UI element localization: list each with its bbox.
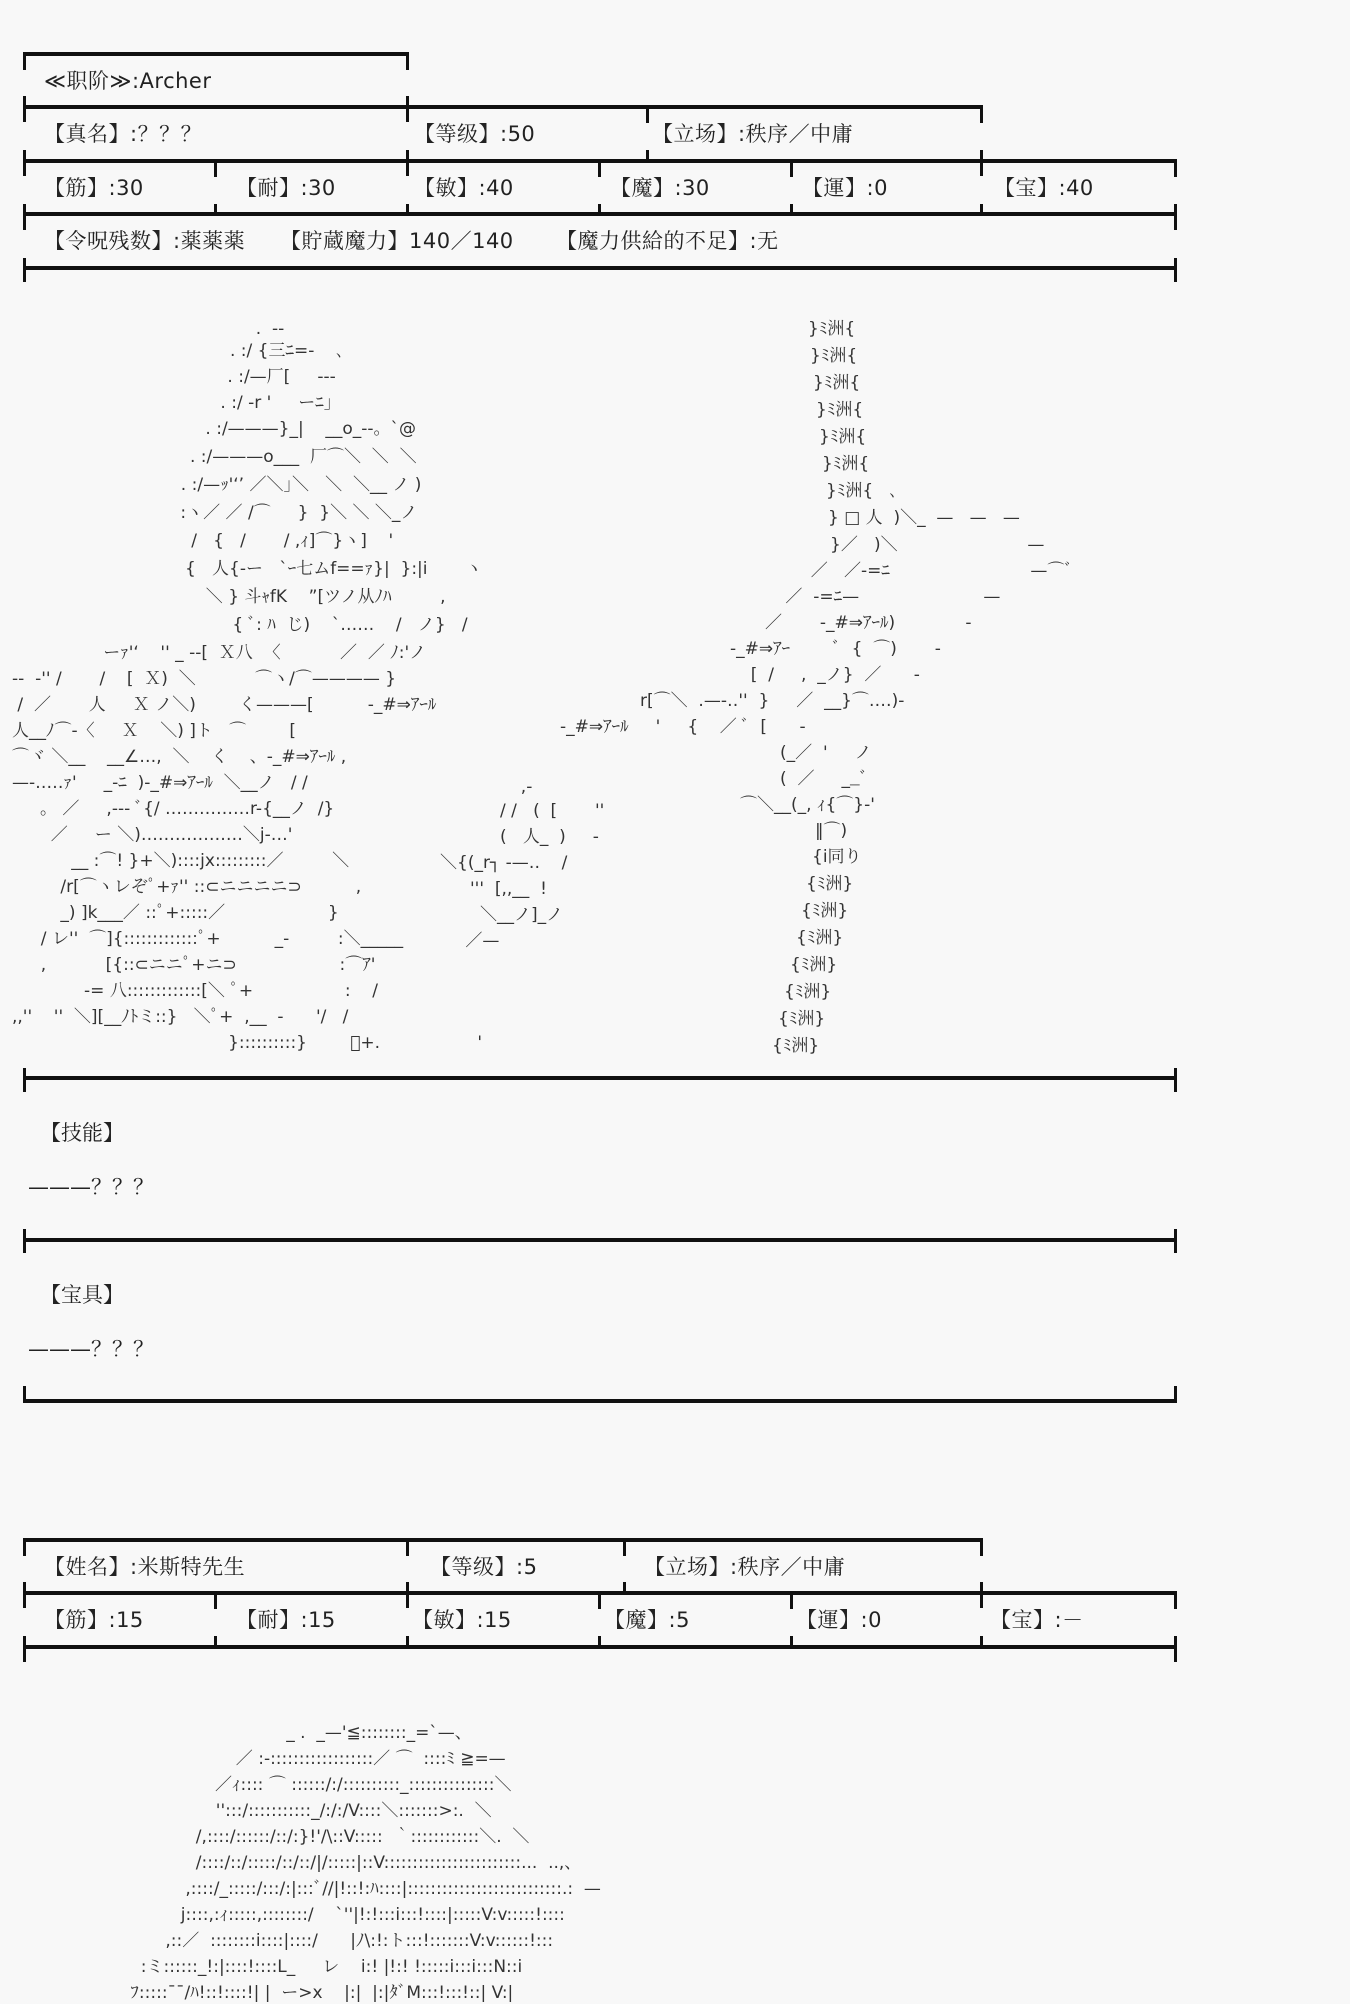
ascii-art-line: ＼ } 斗ｬfK ”[ツノ从ﾉﾊ , [195,587,446,607]
ascii-art-line: . :/ -r ' ーﾆ」 [215,393,341,413]
ascii-art-line: }ﾐ洲{ [808,319,856,339]
ascii-art-line: ,::／ ::::::::i::::|::::/ |ﾉ\:!:ト:::!:::::::V:v::::::!::: [160,1931,554,1951]
table-border [598,1591,601,1609]
ascii-art-line: ''' [,,__ ! [470,879,547,899]
servant-true-name: 【真名】:？？？ [44,122,203,146]
table-border [406,1538,409,1556]
section-divider [23,1399,1177,1403]
ascii-art-line: / レ'' ⌒]{:::::::::::::ﾟ+ _- :＼_____ [30,929,404,949]
table-border [980,105,983,123]
table-border [406,1636,409,1646]
ascii-art-line: ＼__ノ]_ノ [480,905,564,925]
servant-class: ≪职阶≫:Archer [44,69,212,93]
noble-phantasm-title: 【宝具】 [40,1283,124,1307]
ascii-art-line: -_#⇒ｱｰﾙ ' { ／ ﾞ [ - [560,717,806,737]
table-border [623,1582,626,1592]
ascii-art-line: :ヽ／ ／ /⌒ } }＼ ＼ ＼_ノ [175,503,418,523]
ascii-art-line: / / ( [ '' [500,801,605,821]
ascii-art-line: }ﾐ洲{ [813,373,861,393]
ascii-art-line: ／ ／-=ﾆ —⌒ﾞ [800,561,1073,581]
stat-agility: 【敏】:40 [414,176,514,200]
table-border [598,1636,601,1646]
ascii-art-line: [ / , _ノ} ／ - [740,665,920,685]
table-border [790,204,793,214]
ascii-art-line: . -- [245,319,285,339]
ascii-art-line: {ﾐ洲} [790,955,838,975]
table-border [23,1582,26,1608]
table-border [406,150,409,176]
ascii-art-line: ／— [460,931,500,951]
ascii-art-line: . :/—厂[ --- [222,367,336,387]
table-border [1174,159,1177,177]
servant-level: 【等级】:50 [414,122,536,146]
master-stat-agility: 【敏】:15 [412,1608,512,1632]
table-border [214,159,217,177]
ascii-art-line: :ミ::::::_!:|::::!::::L_ レ i:! |!:! !:::::i:::i:::N::i [130,1957,523,1977]
ascii-art-line: }ﾐ洲{ [810,346,858,366]
ascii-art-line: }ﾐ洲{ [822,454,870,474]
section-divider [1174,1386,1177,1403]
table-border [1174,1591,1177,1609]
ascii-art-line: ／ｨ:::: ⌒ ::::::/:/::::::::::_:::::::::::::::＼ [215,1775,512,1795]
table-border [23,150,26,176]
ascii-art-line: }::::::::::} ﾟ+. ' [120,1033,483,1053]
table-border [406,1582,409,1608]
table-border [23,266,1177,270]
ascii-art-line: ／ -=ﾆ— — [780,587,1001,607]
table-border [23,258,26,282]
section-divider [23,1238,1177,1242]
ascii-art-line: j::::,:ｨ:::::,::::::::/ `''|!:!:::i:::!::::|:::::V:v:::::!:::: [170,1905,565,1925]
servant-alignment: 【立场】:秩序／中庸 [652,122,854,146]
section-divider [23,1386,26,1403]
ascii-art-line: {i同り [812,847,862,867]
ascii-art-line: . :/———}_| __o_--。`@ [200,419,416,439]
ascii-art-line: ,::::/_:::::/:::/:|:::ﾞ//|!::!:ﾊ::::|:::::::::::::::::::::::::::.: — [180,1879,601,1899]
ascii-art-line: ／ :-::::::::::::::::::／ ⌒ ::::ﾐ ≧=— [225,1749,506,1769]
table-border [646,150,649,160]
ascii-art-line: }ﾐ洲{ [819,427,867,447]
master-stat-noble-phantasm: 【宝】:－ [990,1608,1084,1632]
master-level: 【等级】:5 [430,1555,538,1579]
ascii-art-line: ( ／ __ﾞ [780,769,869,789]
table-border [406,52,409,70]
ascii-art-line: / ／ 人 Ｘ ノ＼) く———[ -_#⇒ｱｰﾙ [12,695,437,715]
table-border [790,159,793,177]
ascii-art-line: }／ )＼ — [830,535,1045,555]
table-border [598,159,601,177]
ascii-art-line: 人__ﾉ⌒-〈 Ｘ ＼) ]ト ⌒ [ [12,721,297,741]
ascii-art-line: ,,'' '' ＼][__ﾉﾄミ::} ＼ﾟ+ ,__ - '/ / [12,1007,349,1027]
table-border [1174,258,1177,282]
ascii-art-line: }ﾐ洲{ ､ [826,481,898,501]
ascii-art-line: /r[⌒ヽレぞﾟ+ｧ'' ::⊂ニニニニ⊃ , [55,877,362,897]
table-border [214,1591,217,1609]
ascii-art-line: { ﾞ: ﾊ じ) `…… / ノ} / [200,615,468,635]
table-border [646,105,649,123]
section-divider [1174,1229,1177,1253]
ascii-art-line: {ﾐ洲} [778,1009,826,1029]
table-border [980,1636,983,1646]
table-border [623,1538,626,1556]
ascii-art-line: /,::::/::::::/::/:}!'/\::V::::: ｀::::::::::::＼. ＼ [185,1827,530,1847]
skills-title: 【技能】 [40,1121,124,1145]
skills-content: ———？？？ [28,1175,154,1199]
ascii-art-line: 。 ／ ,--- ﾞ{/ ……………r-{__ノ /} [40,799,335,819]
ascii-art-line: -= 八:::::::::::::[＼ ﾟ+ : / [30,981,378,1001]
table-border [1174,1636,1177,1662]
noble-phantasm-content: ———？？？ [28,1337,154,1361]
ascii-art-line: ﾌ:::::¯¯/ﾊ!::!::::!| | ー>x |:| |:|ﾀﾞM:::!:::!::| V:| [125,1983,514,2003]
stat-endurance: 【耐】:30 [236,176,336,200]
ascii-art-line: ⌒ヾ ＼__ __∠…, ＼ く 、-_#⇒ｱｰﾙ , [12,747,347,767]
ascii-art-line: }ﾐ洲{ [816,400,864,420]
table-border [23,52,409,56]
master-stat-luck: 【運】:0 [796,1608,882,1632]
ascii-art-line: . :/———o___ 厂⌒＼ ＼ ＼ [190,447,417,467]
ascii-art-line: ーｧ'‘ '' _ --[ Ｘ八 〈 ／ ／ ﾉ:'ノ [60,643,427,663]
ascii-art-line: ‖⌒) [815,821,848,841]
table-border [23,52,26,70]
ascii-art-line: / { / / ,ｨ]⌒}ヽ] ' [175,531,394,551]
master-stat-mana: 【魔】:5 [604,1608,690,1632]
section-divider [23,1229,26,1253]
ascii-art-line: } □ 人 )＼_ — — — [828,508,1020,528]
ascii-art-line: '':::/:::::::::::_/:/:/V::::＼:::::::>:. ＼ [205,1801,492,1821]
table-border [406,204,409,214]
table-border [214,1636,217,1646]
ascii-art-line: __ :⌒! }+＼)::::jx:::::::::／ ＼ [55,851,350,871]
master-stat-strength: 【筋】:15 [44,1608,144,1632]
ascii-art-line: ＼{(_r┐ -—‥ / [440,853,568,873]
ascii-art-line: -_#⇒ｱｰ ﾞ { ⌒) - [730,639,941,659]
table-border [23,96,26,122]
ascii-art-line: ／ ー ＼)………………＼j-…' [40,825,293,845]
ascii-art-line: _) ]k___／ ::ﾟ+:::::／ } [55,903,339,923]
mana-shortage: 【魔力供給的不足】:无 [556,229,779,253]
table-border [23,105,983,109]
table-border [980,150,983,176]
ascii-art-line: r[⌒＼ .—-‥'' } ／ __}⌒‥‥)- [640,691,905,711]
section-divider [23,1068,26,1092]
master-name: 【姓名】:米斯特先生 [44,1555,246,1579]
ascii-art-line: (_／ ' ノ [780,743,872,763]
ascii-art-line: ／ -_#⇒ｱｰﾙ) - [765,613,972,633]
ascii-art-line: —-…‥ｧ' _-ﾆ )-_#⇒ｱｰﾙ ＼__ノ / / [12,773,308,793]
ascii-art-line: {ﾐ洲} [784,982,832,1002]
table-border [23,1538,983,1542]
table-border [980,1582,983,1608]
stat-strength: 【筋】:30 [44,176,144,200]
ascii-art-line: {ﾐ洲} [772,1036,820,1056]
table-border [23,1636,26,1662]
ascii-art-line: ⌒＼__(_, ｨ{⌒}-' [740,795,875,815]
ascii-art-line: _ . _—'≦::::::::_=`—、 [270,1723,472,1743]
ascii-art-line: -- -'' / / [ Ｘ) ＼ ⌒ヽ/⌒———— } [12,669,397,689]
command-spells-remaining: 【令呪残数】:薬薬薬 [44,229,246,253]
section-divider [23,1076,1177,1080]
master-stat-endurance: 【耐】:15 [236,1608,336,1632]
ascii-art-line: . :/ {三ﾆ=- ､ [230,341,345,361]
ascii-art-line: {ﾐ洲} [796,928,844,948]
ascii-art-line: , [{::⊂ニニﾟ+ニ⊃ :⌒ｱ' [30,955,376,975]
section-divider [1174,1068,1177,1092]
stored-mana: 【貯蔵魔力】140／140 [280,229,514,253]
ascii-art-line: ,- [510,777,565,797]
table-border [23,204,26,230]
table-border [790,1591,793,1609]
table-border [214,204,217,214]
table-border [790,1636,793,1646]
ascii-art-line: /::::/::/:::::/::/::/|/:::::|::V::::::::::::::::::::::::... ..,、 [185,1853,582,1873]
ascii-art-line: ( 人_ ) - [500,827,599,847]
ascii-art-line: { 人{-ー `ｰ七ムf==ｧ}| }:|i ヽ [185,559,483,579]
ascii-art-line: {ﾐ洲} [806,874,854,894]
stat-noble-phantasm: 【宝】:40 [994,176,1094,200]
table-border [23,1538,26,1556]
ascii-art-line: {ﾐ洲} [801,901,849,921]
stat-mana: 【魔】:30 [610,176,710,200]
master-alignment: 【立场】:秩序／中庸 [644,1555,846,1579]
stat-luck: 【運】:0 [802,176,888,200]
table-border [406,96,409,122]
ascii-art-line: . :/—ｯ'‘’ ／＼｣＼ ＼ ＼__ ノ ) [170,475,422,495]
table-border [598,204,601,214]
table-border [980,204,983,214]
table-border [1174,204,1177,230]
table-border [980,1538,983,1556]
